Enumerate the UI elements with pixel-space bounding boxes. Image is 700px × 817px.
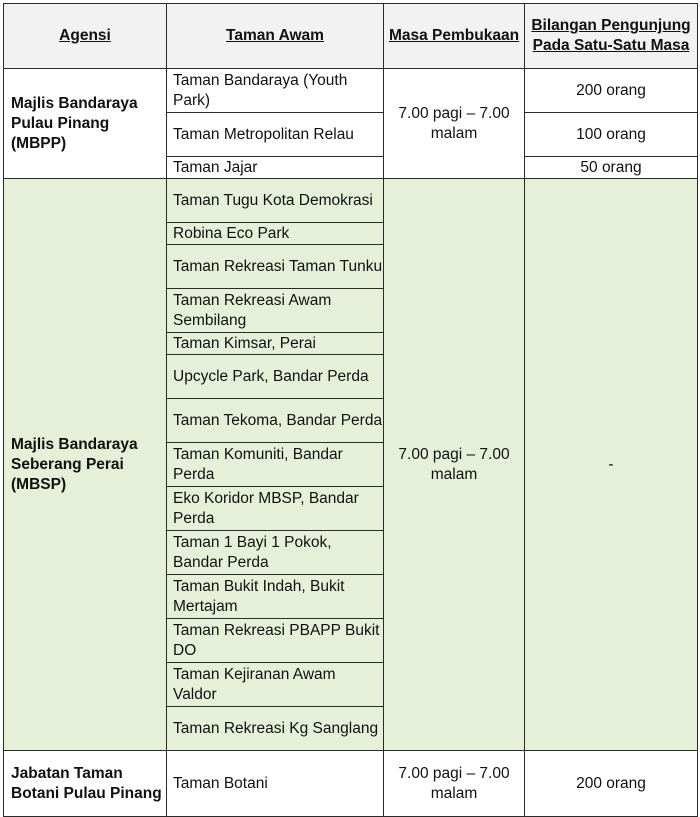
park-cell: Taman Komuniti, Bandar Perda	[167, 443, 384, 487]
header-agency: Agensi	[4, 4, 167, 69]
visitors-cell: 100 orang	[525, 113, 698, 157]
park-cell: Taman Rekreasi Kg Sanglang	[167, 707, 384, 751]
park-cell: Taman Kejiranan Awam Valdor	[167, 663, 384, 707]
visitors-cell: 200 orang	[525, 69, 698, 113]
hours-cell: 7.00 pagi – 7.00 malam	[384, 69, 525, 179]
hours-cell: 7.00 pagi – 7.00 malam	[384, 751, 525, 817]
park-cell: Taman Botani	[167, 751, 384, 817]
header-hours: Masa Pembukaan	[384, 4, 525, 69]
visitors-cell: -	[525, 179, 698, 751]
park-cell: Taman Metropolitan Relau	[167, 113, 384, 157]
park-cell: Taman Jajar	[167, 157, 384, 179]
parks-table	[3, 3, 698, 817]
park-cell: Taman Bandaraya (Youth Park)	[167, 69, 384, 113]
header-visitors: Bilangan Pengunjung Pada Satu-Satu Masa	[525, 4, 698, 69]
park-cell: Taman 1 Bayi 1 Pokok, Bandar Perda	[167, 531, 384, 575]
park-cell: Taman Rekreasi Taman Tunku	[167, 245, 384, 289]
table-row	[4, 69, 698, 113]
park-cell: Taman Rekreasi Awam Sembilang	[167, 289, 384, 333]
park-cell: Robina Eco Park	[167, 223, 384, 245]
agency-cell: Jabatan Taman Botani Pulau Pinang	[4, 751, 167, 817]
table-row	[4, 179, 698, 223]
hours-cell: 7.00 pagi – 7.00 malam	[384, 179, 525, 751]
park-cell: Taman Bukit Indah, Bukit Mertajam	[167, 575, 384, 619]
header-park: Taman Awam	[167, 4, 384, 69]
header-row	[4, 4, 698, 69]
agency-cell: Majlis Bandaraya Seberang Perai (MBSP)	[4, 179, 167, 751]
park-cell: Taman Tekoma, Bandar Perda	[167, 399, 384, 443]
agency-cell: Majlis Bandaraya Pulau Pinang (MBPP)	[4, 69, 167, 179]
visitors-cell: 200 orang	[525, 751, 698, 817]
park-cell: Taman Rekreasi PBAPP Bukit DO	[167, 619, 384, 663]
park-cell: Eko Koridor MBSP, Bandar Perda	[167, 487, 384, 531]
park-cell: Upcycle Park, Bandar Perda	[167, 355, 384, 399]
park-cell: Taman Tugu Kota Demokrasi	[167, 179, 384, 223]
park-cell: Taman Kimsar, Perai	[167, 333, 384, 355]
visitors-cell: 50 orang	[525, 157, 698, 179]
